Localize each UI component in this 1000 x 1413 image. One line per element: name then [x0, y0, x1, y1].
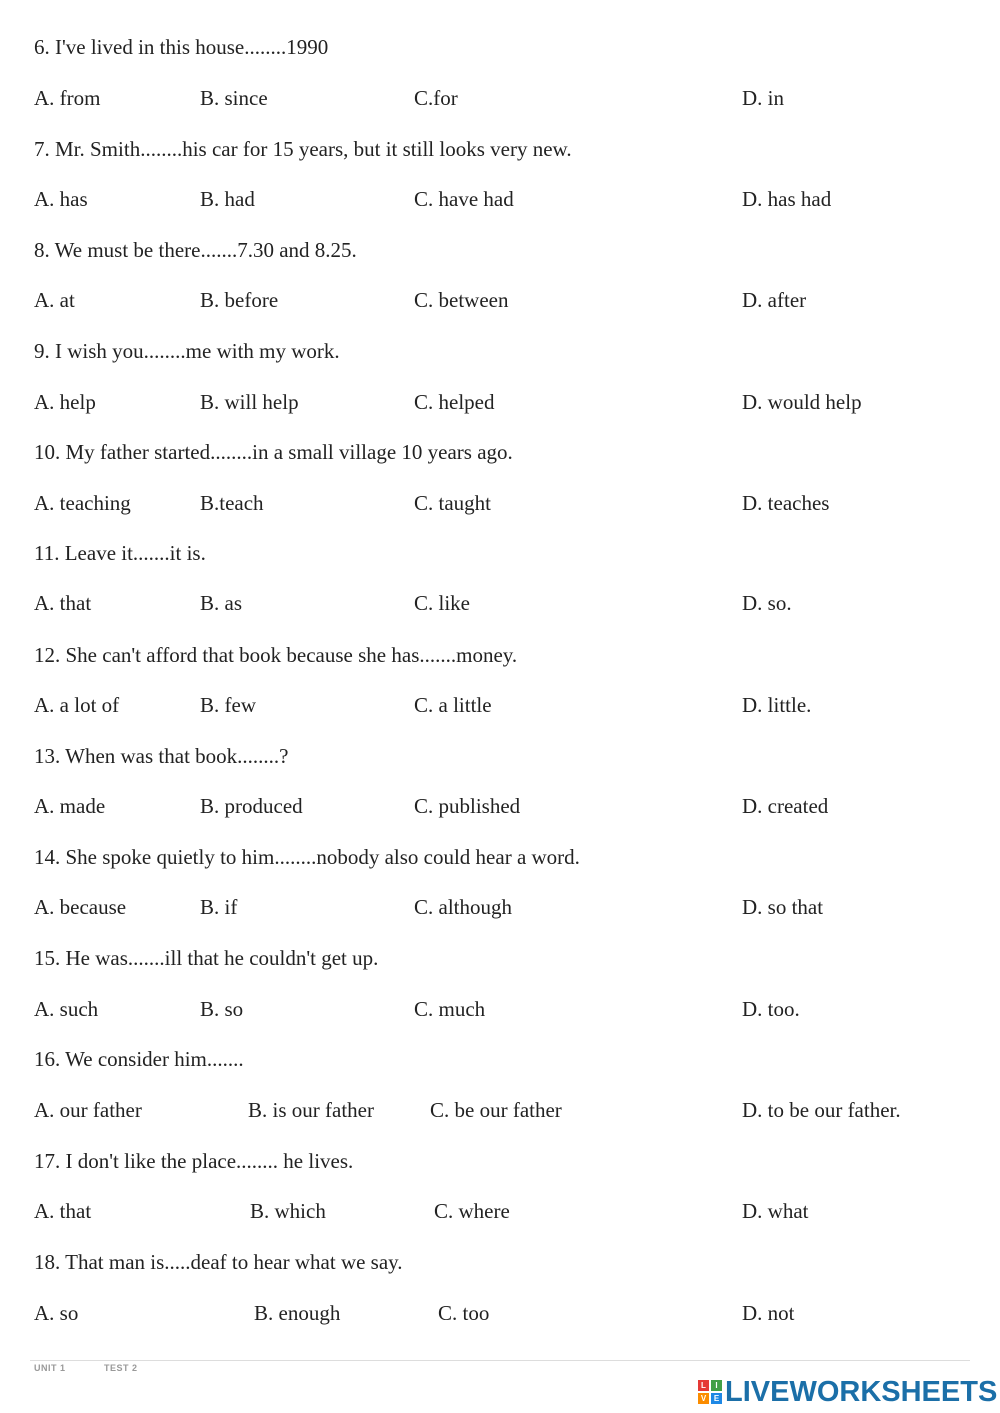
question-18: 18. That man is.....deaf to hear what we say. — [34, 1250, 403, 1274]
option-c[interactable]: C. much — [414, 997, 486, 1021]
option-b[interactable]: B. as — [200, 591, 242, 615]
question-9: 9. I wish you........me with my work. — [34, 339, 340, 363]
option-a[interactable]: A. has — [34, 187, 88, 211]
option-a[interactable]: A. our father — [34, 1098, 142, 1122]
option-b[interactable]: B. since — [200, 86, 268, 110]
option-b[interactable]: B. will help — [200, 390, 299, 414]
question-13: 13. When was that book........? — [34, 744, 289, 768]
logo-mark-icon — [698, 1380, 722, 1404]
question-6: 6. I've lived in this house........1990 — [34, 35, 329, 59]
logo-mark-e: E — [711, 1393, 722, 1404]
option-d[interactable]: D. created — [742, 794, 829, 818]
option-d[interactable]: D. too. — [742, 997, 800, 1021]
liveworksheets-logo[interactable] — [698, 1376, 997, 1408]
option-d[interactable]: D. so that — [742, 895, 824, 919]
question-17: 17. I don't like the place........ he lives. — [34, 1149, 354, 1173]
option-a[interactable]: A. that — [34, 1199, 92, 1223]
option-a[interactable]: A. that — [34, 591, 92, 615]
option-b[interactable]: B. enough — [254, 1301, 341, 1325]
option-c[interactable]: C. helped — [414, 390, 495, 414]
logo-mark-l: L — [698, 1380, 709, 1391]
option-a[interactable]: A. teaching — [34, 491, 131, 515]
option-c[interactable]: C. where — [434, 1199, 510, 1223]
option-d[interactable]: D. after — [742, 288, 807, 312]
option-c[interactable]: C. like — [414, 591, 470, 615]
option-d[interactable]: D. little. — [742, 693, 812, 717]
logo-text: LIVEWORKSHEETS — [725, 1375, 998, 1408]
question-7: 7. Mr. Smith........his car for 15 years, but it still looks very new. — [34, 137, 572, 161]
option-a[interactable]: A. help — [34, 390, 96, 414]
option-d[interactable]: D. has had — [742, 187, 832, 211]
option-c[interactable]: C. too — [438, 1301, 490, 1325]
option-b[interactable]: B. which — [250, 1199, 326, 1223]
option-c[interactable]: C. although — [414, 895, 512, 919]
logo-mark-v: V — [698, 1393, 709, 1404]
option-c[interactable]: C.for — [414, 86, 458, 110]
option-d[interactable]: D. teaches — [742, 491, 830, 515]
option-c[interactable]: C. have had — [414, 187, 514, 211]
option-b[interactable]: B. produced — [200, 794, 303, 818]
option-a[interactable]: A. a lot of — [34, 693, 120, 717]
question-14: 14. She spoke quietly to him........nobody also could hear a word. — [34, 845, 580, 869]
logo-mark-i: I — [711, 1380, 722, 1391]
footer-divider — [30, 1360, 970, 1361]
option-c[interactable]: C. be our father — [430, 1098, 562, 1122]
option-b[interactable]: B. few — [200, 693, 256, 717]
option-a[interactable]: A. such — [34, 997, 99, 1021]
option-b[interactable]: B. is our father — [248, 1098, 374, 1122]
option-a[interactable]: A. made — [34, 794, 106, 818]
option-c[interactable]: C. published — [414, 794, 521, 818]
option-c[interactable]: C. between — [414, 288, 509, 312]
question-16: 16. We consider him....... — [34, 1047, 244, 1071]
option-a[interactable]: A. because — [34, 895, 127, 919]
option-a[interactable]: A. so — [34, 1301, 79, 1325]
footer-unit: UNIT 1 — [34, 1363, 66, 1373]
question-12: 12. She can't afford that book because she has.......money. — [34, 643, 518, 667]
option-a[interactable]: A. at — [34, 288, 75, 312]
option-b[interactable]: B. so — [200, 997, 244, 1021]
footer-test: TEST 2 — [104, 1363, 138, 1373]
question-15: 15. He was.......ill that he couldn't get up. — [34, 946, 379, 970]
option-b[interactable]: B. had — [200, 187, 255, 211]
option-d[interactable]: D. would help — [742, 390, 862, 414]
option-b[interactable]: B. if — [200, 895, 238, 919]
option-d[interactable]: D. so. — [742, 591, 792, 615]
option-b[interactable]: B.teach — [200, 491, 264, 515]
question-11: 11. Leave it.......it is. — [34, 541, 206, 565]
option-d[interactable]: D. not — [742, 1301, 795, 1325]
option-c[interactable]: C. a little — [414, 693, 492, 717]
option-d[interactable]: D. in — [742, 86, 784, 110]
option-b[interactable]: B. before — [200, 288, 279, 312]
question-10: 10. My father started........in a small village 10 years ago. — [34, 440, 513, 464]
option-d[interactable]: D. to be our father. — [742, 1098, 901, 1122]
option-c[interactable]: C. taught — [414, 491, 491, 515]
option-a[interactable]: A. from — [34, 86, 101, 110]
option-d[interactable]: D. what — [742, 1199, 809, 1223]
question-8: 8. We must be there.......7.30 and 8.25. — [34, 238, 357, 262]
